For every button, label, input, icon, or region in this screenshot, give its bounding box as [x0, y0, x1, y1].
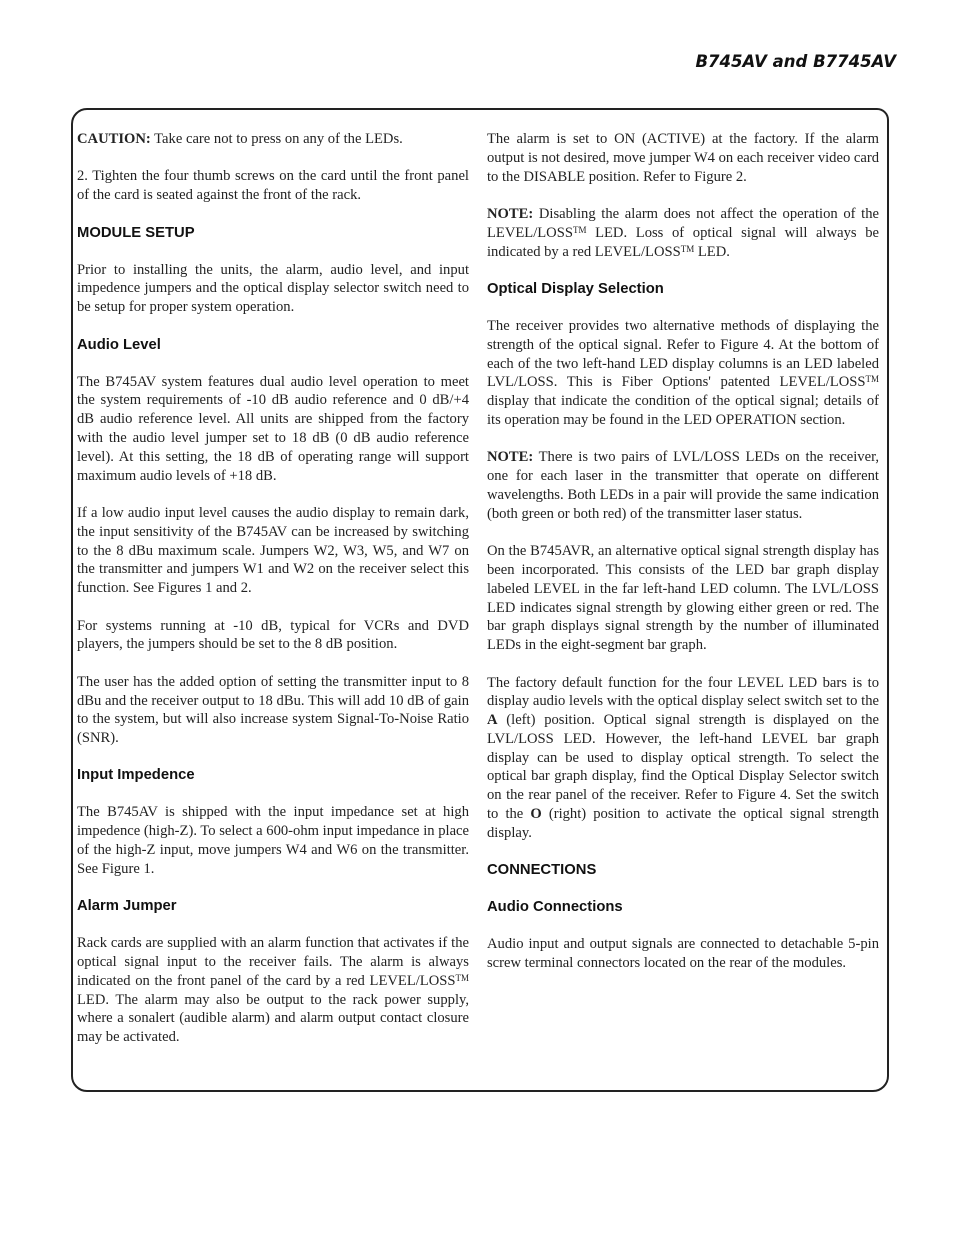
factory-a-letter: A: [487, 712, 498, 729]
optical-display-paragraph: [487, 317, 879, 430]
factory-default-paragraph: [487, 674, 879, 843]
module-setup-heading: MODULE SETUP: [77, 224, 195, 241]
optical-text-1: The receiver provides two alternative methods of displaying the strength of the optical signal. Refer to Figure 4. At the bottom of each of the two left-hand LED display columns is an LED labeled LVL/LOSS. This is Fiber Options' patented LEVEL/LOSS: [487, 317, 879, 391]
note-1-paragraph: [487, 205, 879, 261]
factory-text-2: (left) position. Optical signal strength is displayed on the LVL/LOSS LED. However, the left-hand LEVEL bar graph display can be used to display optical strength. To select the optical bar graph display, find the Optical Display Selector switch on the rear panel of the receiver. Refer to Figure 4. Set the switch to the: [487, 712, 879, 823]
factory-o-letter: O: [530, 806, 542, 823]
note-2-paragraph: [487, 448, 879, 523]
audio-connections-heading: Audio Connections: [487, 899, 623, 916]
page-header-title: B745AV and B7745AV: [695, 52, 896, 71]
note-2-text: There is two pairs of LVL/LOSS LEDs on the receiver, one for each laser in the transmitter that operate on different wavelengths. Both LEDs in a pair will provide the same indication (both green or both red) of the transmitter laser status.: [487, 449, 879, 522]
trademark-mark: TM: [455, 972, 469, 983]
avr-paragraph: On the B745AVR, an alternative optical signal strength display has been incorporated. This consists of the LED bar graph display labeled LEVEL in the far left-hand LED column. The LVL/LOSS LED indicates signal strength by glowing either green or red. The bar graph displays signal strength by the number of illuminated LEDs in the eight-segment bar graph.: [487, 543, 879, 654]
audio-level-paragraph-1: The B745AV system features dual audio level operation to meet the system requirements of -10 dB audio reference and 0 dB/+4 dB audio reference level. All units are shipped from the factory with the audio level jumper set to 18 dB (0 dB audio reference level). At this setting, the 18 dB of operating range will support maximum audio levels of +18 dB.: [77, 373, 469, 484]
factory-text-1: The factory default function for the four LEVEL LED bars is to display audio levels with the optical display select switch set to the: [487, 674, 879, 710]
trademark-mark: TM: [572, 224, 587, 235]
right-column: [487, 130, 879, 991]
note-1-lead: NOTE:: [487, 205, 534, 222]
alarm-text-part-2: LED. The alarm may also be output to the rack power supply, where a sonalert (audible alarm) and alarm output contact closure may be activated.: [77, 991, 469, 1046]
left-column: [77, 130, 469, 1066]
note-2-lead: NOTE:: [487, 449, 534, 466]
alarm-jumper-paragraph: [77, 934, 469, 1047]
optical-display-heading: Optical Display Selection: [487, 280, 664, 297]
audio-level-heading: Audio Level: [77, 336, 161, 353]
alarm-default-paragraph: The alarm is set to ON (ACTIVE) at the factory. If the alarm output is not desired, move jumper W4 on each receiver video card to the DISABLE position. Refer to Figure 2.: [487, 131, 880, 185]
caution-paragraph: [77, 130, 469, 149]
audio-level-paragraph-2: If a low audio input level causes the audio display to remain dark, the input sensitivity of the B745AV can be increased by switching to the 8 dBu maximum scale. Jumpers W2, W3, W5, and W7 on the transmitter and jumpers W1 and W2 on the receiver select this function. See Figures 1 and 2.: [77, 504, 469, 597]
input-impedence-paragraph: The B745AV is shipped with the input impedance set at high impedence (high-Z). To select a 600-ohm input impedance in place of the high-Z input, move jumpers W4 and W6 on the transmitter. See Figure 1.: [77, 804, 469, 877]
input-impedence-heading: Input Impedence: [77, 767, 195, 784]
audio-level-paragraph-3: For systems running at -10 dB, typical for VCRs and DVD players, the jumpers should be set to the 8 dB position.: [77, 617, 469, 653]
module-setup-paragraph: Prior to installing the units, the alarm, audio level, and input impedence jumpers and the optical display selector switch need to be setup for proper system operation.: [77, 261, 469, 316]
optical-text-2: display that indicate the condition of the optical signal; details of its operation may be found in the LED OPERATION section.: [487, 393, 879, 428]
note-1-text-3: LED.: [694, 243, 730, 260]
connections-heading: CONNECTIONS: [487, 862, 597, 879]
note-1-text-1: Disabling the alarm does not affect the operation of the LEVEL/LOSS: [487, 205, 879, 241]
audio-connections-paragraph: Audio input and output signals are connected to detachable 5-pin screw terminal connectors located on the rear of the modules.: [487, 936, 879, 972]
caution-text: Take care not to press on any of the LEDs.: [150, 131, 403, 147]
note-1-text-2: LED. Loss of optical signal will always be indicated by a red LEVEL/LOSS: [487, 224, 879, 260]
alarm-text-part-1: Rack cards are supplied with an alarm function that activates if the optical signal input to the receiver fails. The alarm is always indicated on the front panel of the card by a red LEVEL/LOSS: [77, 935, 469, 989]
trademark-mark: TM: [865, 374, 879, 385]
factory-text-3: (right) position to activate the optical signal strength display.: [487, 806, 880, 841]
caution-lead: CAUTION:: [77, 131, 151, 147]
alarm-jumper-heading: Alarm Jumper: [77, 898, 177, 915]
trademark-mark: TM: [680, 243, 695, 254]
step-2-paragraph: 2. Tighten the four thumb screws on the card until the front panel of the card is seated against the front of the rack.: [77, 168, 469, 204]
audio-level-paragraph-4: The user has the added option of setting the transmitter input to 8 dBu and the receiver output to 18 dBu. This will add 10 dB of gain to the system, but will also increase system Signal-To-Noise Ratio (SNR).: [77, 673, 469, 747]
